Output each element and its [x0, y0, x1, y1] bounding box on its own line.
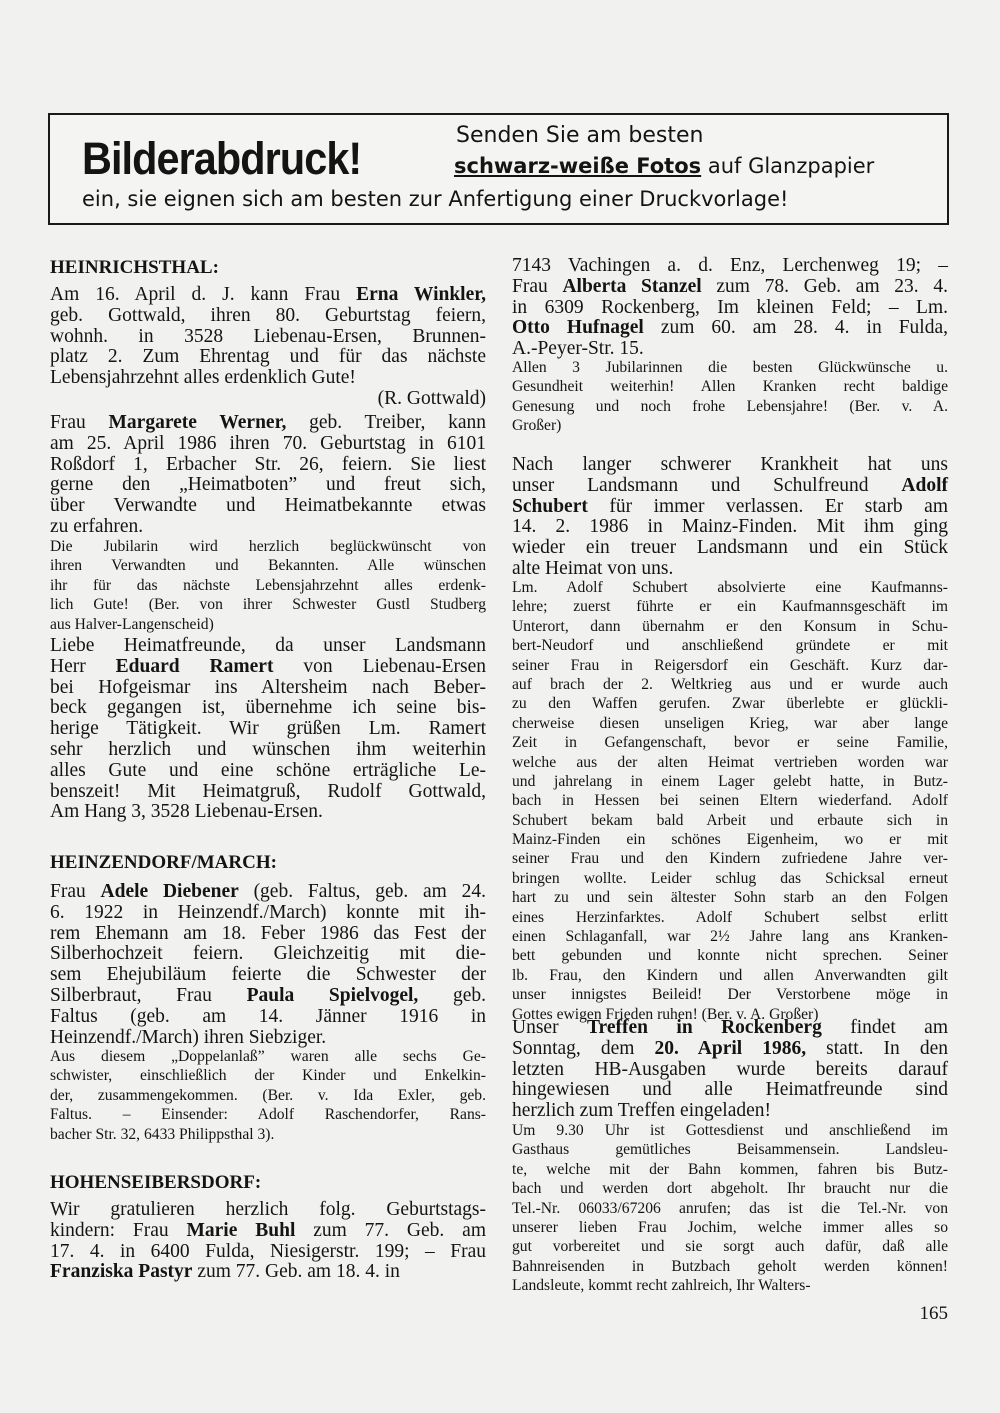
- text-line: [512, 888, 948, 907]
- text-segment: Die Jubilarin wird herzlich beglückwünscht von: [50, 538, 486, 555]
- text-segment: (geb. Faltus, geb. am 24.: [238, 881, 486, 902]
- text-segment: statt. In den: [806, 1037, 948, 1059]
- text-segment: Herr: [50, 655, 116, 677]
- text-segment: Mainz-Finden ein schönes Eigenheim, wo er mit: [512, 831, 948, 849]
- text-line: [50, 1105, 486, 1124]
- text-segment: ihr für das nächste Lebensjahrzehnt alles erdenk-: [50, 576, 486, 594]
- text-line: [50, 1086, 486, 1105]
- text-segment: von Liebenau-Ersen: [273, 655, 486, 677]
- text-segment: te, welche mit der Bahn kommen, fahren bis Butz-: [512, 1160, 948, 1178]
- text-segment: alte Heimat von uns.: [512, 557, 674, 579]
- text-line: [512, 397, 948, 416]
- text-segment: geb. Treiber, kann: [286, 412, 486, 433]
- text-segment: Allen 3 Jubilarinnen die besten Glückwünsche u.: [512, 359, 948, 376]
- bold-name: Marie Buhl: [186, 1219, 296, 1241]
- text-segment: eines Herzinfarktes. Adolf Schubert selbst erlitt: [512, 908, 948, 926]
- text-line: [512, 946, 948, 965]
- paragraph-schubert: [512, 455, 948, 580]
- text-line: [512, 791, 948, 810]
- text-segment: Genesung und noch frohe Lebensjahre! (Ber. v. A.: [512, 397, 948, 415]
- text-line: [50, 537, 486, 556]
- text-line: [512, 298, 948, 319]
- text-segment: Gesundheit weiterhin! Allen Kranken recht baldige: [512, 378, 948, 396]
- text-segment: geb.: [418, 984, 487, 1006]
- text-segment: unserer lieben Frau Jochim, welche immer alles so: [512, 1218, 948, 1236]
- text-line: [50, 1262, 486, 1283]
- text-segment: zu den Waffen gerufen. Zwar überlebte er glückli-: [512, 695, 948, 713]
- paragraph-buhl: [50, 1200, 486, 1283]
- text-line: [512, 377, 948, 396]
- text-segment: zum 77. Geb. am 18. 4. in: [192, 1261, 400, 1283]
- paragraph-winkler: [50, 285, 486, 389]
- text-segment: wieder ein treuer Landsmann und ein Stück: [512, 537, 948, 559]
- text-segment: wohnh. in 3528 Liebenau-Ersen, Brunnen-: [50, 325, 486, 347]
- text-line: [50, 1028, 486, 1049]
- text-line: [50, 595, 486, 614]
- paragraph-schubert-note: [512, 578, 948, 1024]
- text-line: [512, 966, 948, 985]
- text-line: [512, 656, 948, 675]
- text-segment: bringen wollte. Leider schlug das Schicksal erneut: [512, 869, 948, 887]
- text-line: [512, 1039, 948, 1060]
- text-segment: Großer): [512, 417, 562, 435]
- text-line: [512, 1018, 948, 1039]
- text-line: [512, 1101, 948, 1122]
- text-line: [512, 559, 948, 580]
- text-segment: seiner Frau und den Kindern zufriedene Jahre ver-: [512, 850, 948, 868]
- notice-line-3: ein, sie eignen sich am besten zur Anfertigung einer Druckvorlage!: [82, 187, 789, 211]
- text-segment: Bahnreisenden in Butzbach geholt werden können!: [512, 1257, 948, 1275]
- text-line: [512, 578, 948, 597]
- text-segment: Faltus. – Einsender: Adolf Raschendorfer, Rans-: [50, 1106, 486, 1124]
- text-segment: zum 60. am 28. 4. in Fulda,: [643, 317, 948, 339]
- notice-line-2: [454, 154, 874, 178]
- text-line: [50, 924, 486, 945]
- text-segment: alles Gute und eine schöne erträgliche Le-: [50, 759, 486, 781]
- text-line: [512, 869, 948, 888]
- text-line: [50, 496, 486, 517]
- text-line: [50, 413, 486, 434]
- text-segment: 14. 2. 1986 in Mainz-Finden. Mit ihm ging: [512, 516, 948, 538]
- text-segment: Aus diesem „Doppelanlaß” waren alle sechs Ge-: [50, 1048, 486, 1065]
- text-line: [512, 476, 948, 497]
- text-segment: cherweise diesen unseligen Krieg, war aber lange: [512, 714, 948, 732]
- bold-name: Erna Winkler,: [356, 284, 486, 305]
- text-line: [50, 475, 486, 496]
- text-segment: lich Gute! (Ber. von ihrer Schwester Gustl Studberg: [50, 596, 486, 614]
- text-segment: lb. Frau, den Kindern und allen Anverwandten gilt: [512, 966, 948, 984]
- text-segment: für immer verlassen. Er starb am: [587, 495, 948, 517]
- text-segment: geb. Gottwald, ihren 80. Geburtstag feiern,: [50, 304, 486, 326]
- text-line: [512, 339, 948, 360]
- signature-text: (R. Gottwald): [377, 388, 486, 409]
- text-segment: Landsleute, kommt recht zahlreich, Ihr Walters-: [512, 1277, 811, 1295]
- paragraph-ramert: [50, 636, 486, 823]
- text-segment: 6. 1922 in Heinzendf./March) konnte mit ih-: [50, 901, 486, 923]
- text-segment: Faltus (geb. am 14. Jänner 1916 in: [50, 1005, 486, 1027]
- text-segment: Zeit in Gefangenschaft, bevor er seine Familie,: [512, 734, 948, 752]
- text-line: [50, 782, 486, 803]
- notice-line-1: Senden Sie am besten: [456, 123, 704, 148]
- photo-notice-box: [48, 113, 949, 225]
- signature-gottwald: [50, 389, 486, 410]
- text-segment: zum 77. Geb. am: [295, 1219, 486, 1241]
- bold-name: Eduard Ramert: [115, 655, 274, 677]
- notice-title: Bilderabdruck!: [82, 133, 362, 184]
- paragraph-stanzel: [512, 256, 948, 360]
- text-segment: Lebensjahrzehnt alles erdenklich Gute!: [50, 367, 356, 389]
- text-segment: Frau: [50, 412, 109, 433]
- text-line: [50, 986, 486, 1007]
- bold-name: Treffen in Rockenberg: [587, 1017, 822, 1038]
- text-segment: sem Ehejubiläum feierte die Schwester der: [50, 964, 486, 986]
- text-line: [50, 965, 486, 986]
- notice-emphasis: schwarz-weiße Fotos: [454, 154, 702, 178]
- text-line: [512, 1218, 948, 1237]
- heading-heinzendorf: HEINZENDORF/MARCH:: [50, 852, 277, 873]
- text-segment: über Verwandte und Heimatbekannte etwas: [50, 495, 486, 517]
- text-segment: 17. 4. in 6400 Fulda, Niesigerstr. 199; – Frau: [50, 1240, 486, 1262]
- text-line: [50, 455, 486, 476]
- text-segment: hart zu und sein ältester Sohn starb an den Folgen: [512, 889, 948, 907]
- bold-name: Alberta Stanzel: [562, 275, 702, 297]
- text-segment: zum 78. Geb. am 23. 4.: [701, 275, 948, 297]
- heading-hohenseibersdorf: HOHENSEIBERSDORF:: [50, 1172, 262, 1193]
- text-segment: bacher Str. 32, 6433 Philippsthal 3).: [50, 1125, 275, 1143]
- text-line: [512, 538, 948, 559]
- paragraph-treffen-note: [512, 1121, 948, 1296]
- text-segment: gut vorbereitet und sie sorgt auch dafür, daß alle: [512, 1238, 948, 1256]
- text-line: [512, 1121, 948, 1140]
- text-segment: Wir gratulieren herzlich folg. Geburtstags-: [50, 1199, 486, 1220]
- text-line: [512, 927, 948, 946]
- bold-name: Adele Diebener: [100, 881, 239, 902]
- text-segment: der, zusammengekommen. (Ber. v. Ida Exler, geb.: [50, 1086, 486, 1104]
- text-segment: lehre; zuerst führte er ein Kaufmannsgeschäft im: [512, 598, 948, 616]
- text-line: [512, 772, 948, 791]
- text-segment: schwister, einschließlich der Kinder und Enkelkin-: [50, 1067, 486, 1085]
- text-line: [512, 811, 948, 830]
- text-line: [512, 1237, 948, 1256]
- text-line: [512, 455, 948, 476]
- text-line: [50, 285, 486, 306]
- text-line: [512, 358, 948, 377]
- text-line: [512, 1080, 948, 1101]
- text-segment: Am Hang 3, 3528 Liebenau-Ersen.: [50, 801, 323, 823]
- text-segment: findet am: [821, 1017, 948, 1038]
- text-segment: A.-Peyer-Str. 15.: [512, 338, 644, 360]
- text-line: [50, 678, 486, 699]
- text-line: [512, 733, 948, 752]
- text-line: [50, 740, 486, 761]
- page-number: 165: [919, 1303, 948, 1324]
- text-segment: Silberhochzeit feiern. Gleichzeitig mit die-: [50, 943, 486, 965]
- text-segment: herige Tätigkeit. Wir grüßen Lm. Ramert: [50, 718, 486, 740]
- text-segment: zu erfahren.: [50, 515, 144, 537]
- paragraph-werner: [50, 413, 486, 538]
- bold-name: Otto Hufnagel: [512, 317, 644, 339]
- text-segment: benszeit! Mit Heimatgruß, Rudolf Gottwald,: [50, 780, 486, 802]
- heading-heinrichsthal: HEINRICHSTHAL:: [50, 257, 219, 278]
- text-line: [50, 347, 486, 368]
- text-line: [50, 306, 486, 327]
- text-segment: rem Ehemann am 18. Feber 1986 das Fest der: [50, 922, 486, 944]
- text-segment: Gasthaus gemütliches Beisammensein. Landsleu-: [512, 1141, 948, 1159]
- text-segment: Lm. Adolf Schubert absolvierte eine Kaufmanns-: [512, 579, 948, 596]
- text-line: [512, 256, 948, 277]
- text-line: [512, 908, 948, 927]
- text-line: [512, 636, 948, 655]
- bold-name: Margarete Werner,: [108, 412, 287, 433]
- text-line: [50, 1125, 486, 1144]
- text-line: [512, 1257, 948, 1276]
- text-segment: platz 2. Zum Ehrentag und für das nächste: [50, 346, 486, 368]
- text-segment: Heinzendf./March) ihren Siebziger.: [50, 1026, 327, 1048]
- text-segment: welche aus der alten Heimat vertrieben worden war: [512, 753, 948, 771]
- text-line: [50, 802, 486, 823]
- text-line: [512, 1160, 948, 1179]
- text-segment: unser Landsmann und Schulfreund: [512, 474, 902, 496]
- text-segment: seiner Frau in Reigersdorf ein Geschäft. Kurz dar-: [512, 656, 948, 674]
- text-line: [50, 434, 486, 455]
- text-segment: bert-Neudorf und anschließend gründete er mit: [512, 637, 948, 655]
- text-line: [50, 1047, 486, 1066]
- paragraph-diebener: [50, 882, 486, 1048]
- text-segment: gerne den „Heimatboten” und freut sich,: [50, 474, 486, 496]
- text-segment: Unterort, dann übernahm er den Konsum in Schu-: [512, 617, 948, 635]
- text-segment: und jahrelang in einem Lager gelebt hatte, in Butz-: [512, 772, 948, 790]
- text-segment: bei Hofgeismar ins Altersheim nach Beber-: [50, 676, 486, 698]
- bold-name: Paula Spielvogel,: [246, 984, 419, 1006]
- paragraph-treffen: [512, 1018, 948, 1122]
- text-segment: kindern: Frau: [50, 1219, 187, 1241]
- text-line: [50, 368, 486, 389]
- bold-name: Franziska Pastyr: [50, 1261, 193, 1283]
- text-line: [50, 698, 486, 719]
- text-line: [512, 1199, 948, 1218]
- text-line: [512, 753, 948, 772]
- text-segment: hingewiesen und alle Heimatfreunde sind: [512, 1079, 948, 1101]
- text-line: [512, 1179, 948, 1198]
- text-line: [50, 615, 486, 634]
- text-line: [50, 657, 486, 678]
- text-line: [50, 944, 486, 965]
- text-line: [50, 1007, 486, 1028]
- bold-name: 20. April 1986,: [654, 1037, 807, 1059]
- text-segment: Sonntag, dem: [512, 1037, 655, 1059]
- text-segment: Am 16. April d. J. kann Frau: [50, 284, 357, 305]
- text-line: [512, 597, 948, 616]
- text-line: [512, 617, 948, 636]
- text-segment: Nach langer schwerer Krankheit hat uns: [512, 454, 948, 475]
- text-line: [50, 517, 486, 538]
- text-segment: bach in Hessen bei seinen Eltern wiederfand. Adolf: [512, 792, 948, 810]
- text-line: [512, 497, 948, 518]
- text-segment: beck gegangen ist, übernehme ich seine bis-: [50, 697, 486, 719]
- text-segment: Gottes ewigen Frieden ruhen! (Ber. v. A. Großer): [512, 1005, 819, 1023]
- notice-line-2-rest: auf Glanzpapier: [701, 154, 875, 178]
- bold-name: Schubert: [512, 495, 588, 517]
- text-segment: letzten HB-Ausgaben wurde bereits darauf: [512, 1058, 948, 1080]
- paragraph-werner-note: [50, 537, 486, 634]
- text-line: [512, 1140, 948, 1159]
- text-segment: 7143 Vachingen a. d. Enz, Lerchenweg 19; –: [512, 255, 948, 276]
- text-line: [512, 830, 948, 849]
- text-line: [50, 1200, 486, 1221]
- text-segment: einen Schlaganfall, war 2½ Jahre lang ans Kranken-: [512, 928, 948, 946]
- text-segment: Tel.-Nr. 06033/67206 anrufen; das ist die Tel.-Nr. von: [512, 1199, 948, 1217]
- text-line: [50, 719, 486, 740]
- text-line: [50, 636, 486, 657]
- text-segment: Schubert bekam bald Arbeit und erbaute sich in: [512, 811, 948, 829]
- text-line: [512, 416, 948, 435]
- text-line: [50, 882, 486, 903]
- text-line: [512, 277, 948, 298]
- text-line: [50, 556, 486, 575]
- text-line: [50, 576, 486, 595]
- text-segment: Frau: [512, 275, 563, 297]
- text-segment: Frau: [50, 881, 101, 902]
- text-segment: auf brach der 2. Weltkrieg aus und er wurde auch: [512, 675, 948, 693]
- text-segment: Liebe Heimatfreunde, da unser Landsmann: [50, 635, 486, 656]
- text-line: [512, 694, 948, 713]
- text-line: [512, 1060, 948, 1081]
- paragraph-diebener-note: [50, 1047, 486, 1144]
- text-segment: Roßdorf 1, Erbacher Str. 26, feiern. Sie liest: [50, 453, 486, 475]
- text-segment: herzlich zum Treffen eingeladen!: [512, 1100, 772, 1122]
- paragraph-jubilee-note: [512, 358, 948, 436]
- text-line: [50, 903, 486, 924]
- text-segment: am 25. April 1986 ihren 70. Geburtstag in 6101: [50, 432, 486, 454]
- text-line: [50, 1221, 486, 1242]
- text-segment: Silberbraut, Frau: [50, 984, 247, 1006]
- text-line: [512, 1276, 948, 1295]
- text-segment: Unser: [512, 1017, 587, 1038]
- text-line: [512, 714, 948, 733]
- text-line: [512, 675, 948, 694]
- text-line: [50, 1066, 486, 1085]
- text-line: [512, 517, 948, 538]
- text-segment: aus Halver-Langenscheid): [50, 615, 214, 633]
- text-line: [50, 327, 486, 348]
- text-segment: bett gebunden und konnte nicht sprechen. Seiner: [512, 947, 948, 965]
- bold-name: Adolf: [901, 474, 948, 496]
- text-line: [512, 318, 948, 339]
- text-segment: sehr herzlich und wünschen ihm weiterhin: [50, 738, 486, 760]
- text-line: [512, 849, 948, 868]
- text-line: [50, 761, 486, 782]
- text-segment: bach und werden dort abgeholt. Ihr braucht nur die: [512, 1180, 948, 1198]
- text-line: [50, 1242, 486, 1263]
- text-segment: Um 9.30 Uhr ist Gottesdienst und anschließend im: [512, 1122, 948, 1139]
- text-segment: in 6309 Rockenberg, Im kleinen Feld; – Lm.: [512, 296, 948, 318]
- text-segment: ihren Verwandten und Bekannten. Alle wünschen: [50, 557, 486, 575]
- text-segment: unser innigstes Beileid! Der Verstorbene möge in: [512, 986, 948, 1004]
- text-line: [512, 985, 948, 1004]
